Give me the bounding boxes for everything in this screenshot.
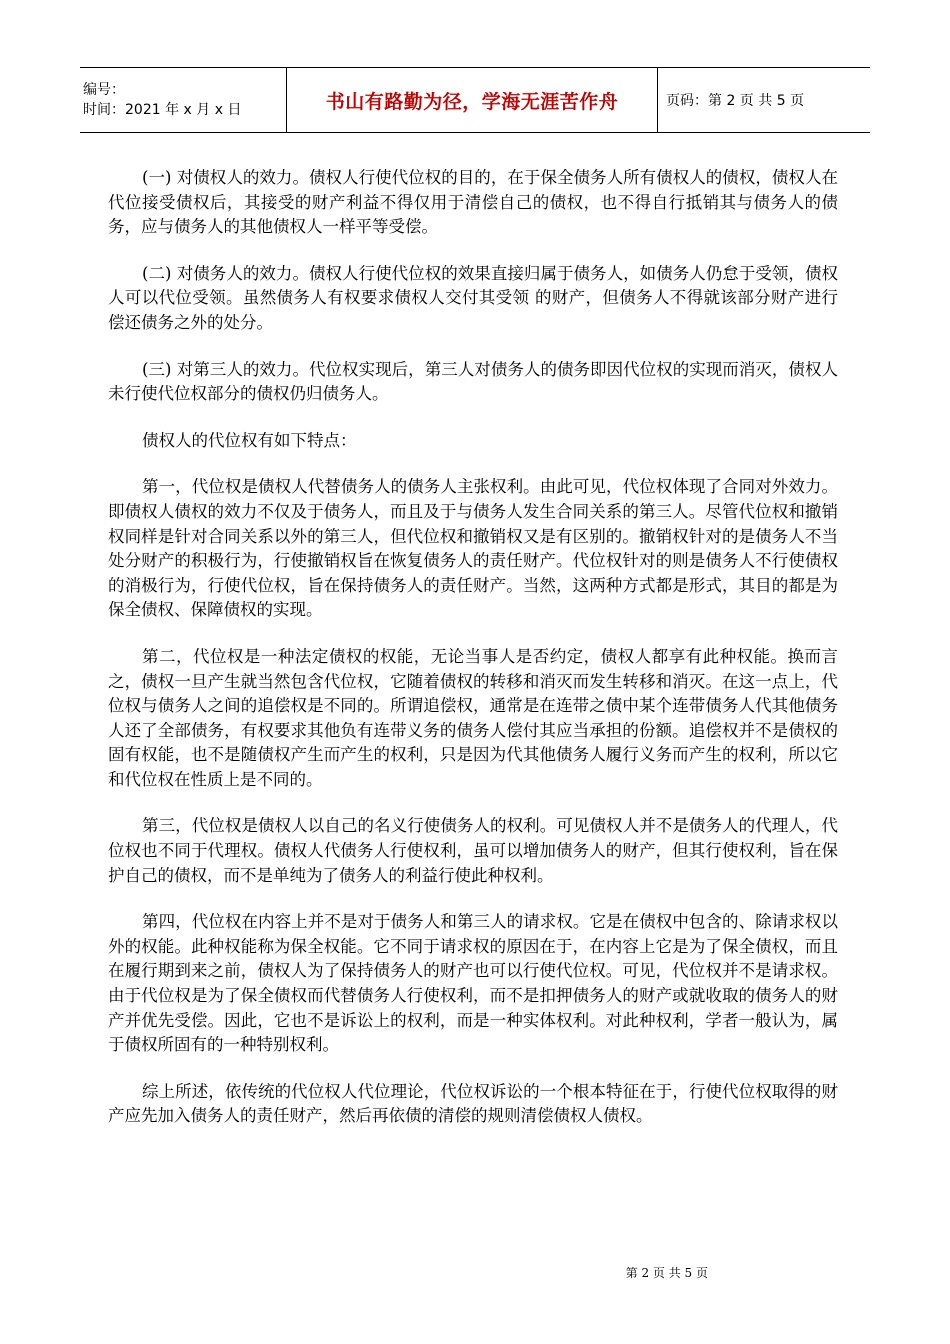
- page-footer: [0, 1264, 950, 1281]
- document-body: [108, 166, 838, 1151]
- paragraph-feature-first: 第一，代位权是债权人代替债务人的债务人主张权利。由此可见，代位权体现了合同对外效力。即债权人债权的效力不仅及于债务人，而且及于与债务人发生合同关系的第三人。尽管代位权和撤销权同样是针对合同关系以外的第三人，但代位权和撤销权又是有区别的。撤销权针对的是债务人不当处分财产的积极行为，行使撤销权旨在恢复债务人的责任财产。代位权针对的则是债务人不行使债权的消极行为，行使代位权，旨在保持债务人的责任财产。当然，这两种方式都是形式，其目的都是为保全债权、保障债权的实现。: [108, 477, 838, 620]
- header-page-info-cell: [658, 68, 870, 132]
- header-motto: 书山有路勤为径，学海无涯苦作舟: [325, 90, 619, 113]
- document-number-label: 编号：: [83, 82, 125, 98]
- paragraph-summary: 综上所述，依传统的代位权人代位理论，代位权诉讼的一个根本特征在于，行使代位权取得的财产应先加入债务人的责任财产，然后再依债的清偿的规则清偿债权人债权。: [108, 1081, 838, 1126]
- header-meta: [80, 68, 286, 132]
- paragraph-feature-second: 第二，代位权是一种法定债权的权能，无论当事人是否约定，债权人都享有此种权能。换而言之，债权一旦产生就当然包含代位权，它随着债权的转移和消灭而发生转移和消灭。在这一点上，代位权与债务人之间的追偿权是不同的。所谓追偿权，通常是在连带之债中某个连带债务人代其他债务人还了全部债务，有权要求其他负有连带义务的债务人偿付其应当承担的份额。追偿权并不是债权的固有权能，也不是随债权产生而产生的权利，只是因为代其他债务人履行义务而产生的权利，所以它和代位权在性质上是不同的。: [108, 646, 838, 789]
- page-header: [80, 67, 870, 133]
- header-page-info: 页码：第 2 页 共 5 页: [666, 93, 805, 109]
- paragraph-feature-third: 第三，代位权是债权人以自己的名义行使债务人的权利。可见债权人并不是债务人的代理人，代位权也不同于代理权。债权人代债务人行使权利，虽可以增加债务人的财产，但其行使权利，旨在保护自己的债权，而不是单纯为了债务人的利益行使此种权利。: [108, 816, 838, 885]
- header-motto-cell: [286, 68, 658, 132]
- footer-page-number: 第 2 页 共 5 页: [625, 1266, 708, 1280]
- paragraph-effect-on-third-party: (三) 对第三人的效力。代位权实现后，第三人对债务人的债务即因代位权的实现而消灭，债权人未行使代位权部分的债权仍归债务人。: [108, 359, 838, 404]
- document-time-label: 时间：2021 年 x 月 x 日: [83, 102, 242, 118]
- paragraph-effect-on-debtor: (二) 对债务人的效力。债权人行使代位权的效果直接归属于债务人，如债务人仍怠于受领，债权人可以代位受领。虽然债务人有权要求债权人交付其受领 的财产，但债务人不得就该部分财产进行偿还债务之外的处分。: [108, 263, 838, 332]
- paragraph-effect-on-creditor: (一) 对债权人的效力。债权人行使代位权的目的，在于保全债务人所有债权人的债权，债权人在代位接受债权后，其接受的财产利益不得仅用于清偿自己的债权，也不得自行抵销其与债务人的债务，应与债务人的其他债权人一样平等受偿。: [108, 168, 838, 237]
- paragraph-feature-fourth: 第四，代位权在内容上并不是对于债务人和第三人的请求权。它是在债权中包含的、除请求权以外的权能。此种权能称为保全权能。它不同于请求权的原因在于，在内容上它是为了保全债权，而且在履行期到来之前，债权人为了保持债务人的财产也可以行使代位权。可见，代位权并不是请求权。由于代位权是为了保全债权而代替债务人行使权利，而不是扣押债务人的财产或就收取的债务人的财产并优先受偿。因此，它也不是诉讼上的权利，而是一种实体权利。对此种权利，学者一般认为，属于债权所固有的一种特别权利。: [108, 912, 838, 1055]
- paragraph-features-intro: 债权人的代位权有如下特点：: [142, 430, 357, 450]
